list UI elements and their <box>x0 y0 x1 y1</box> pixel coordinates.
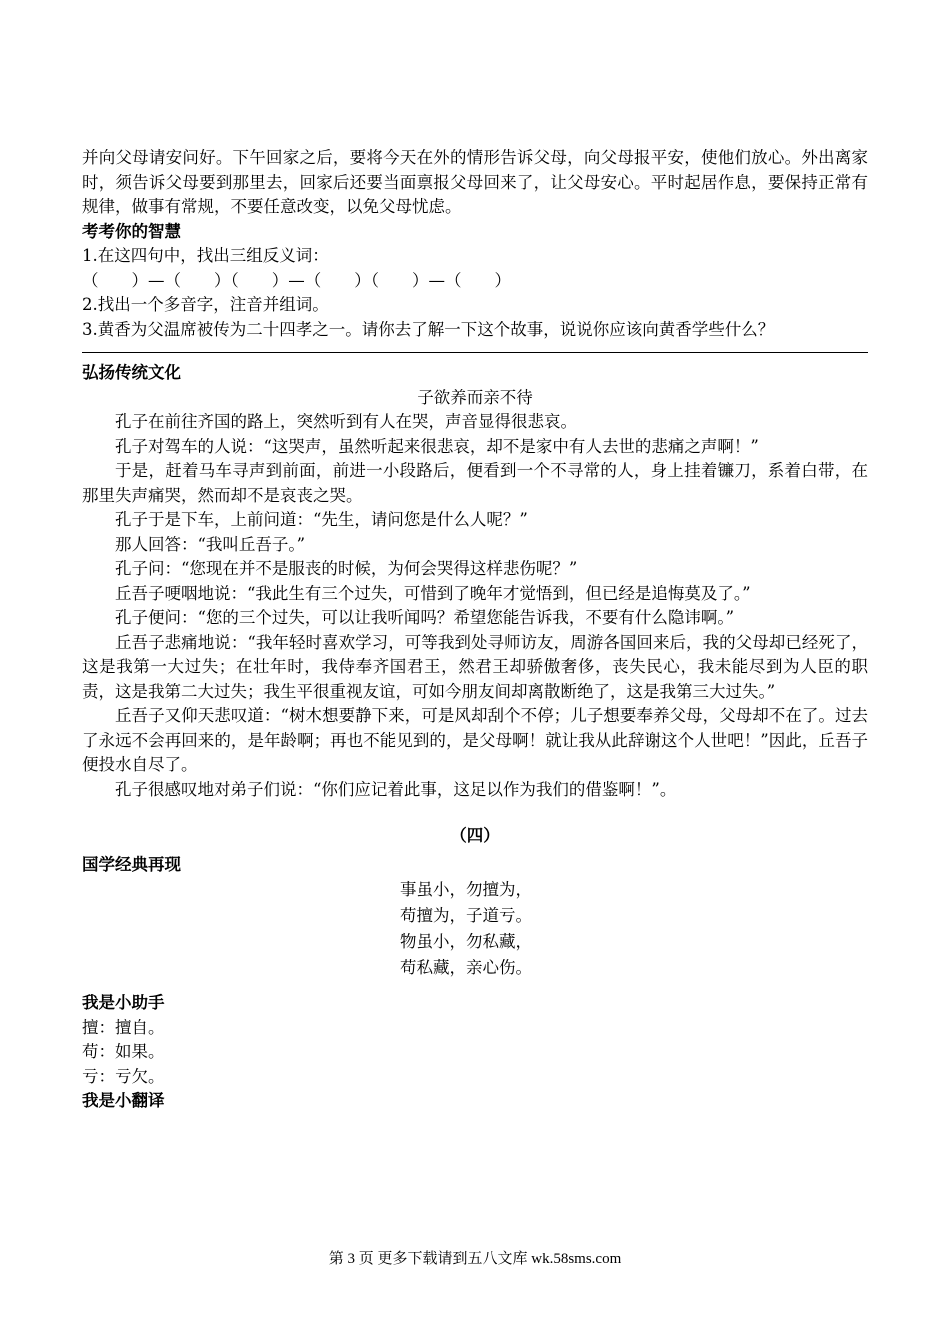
glossary-item: 亏：亏欠。 <box>82 1066 165 1086</box>
section-divider <box>82 352 868 353</box>
document-page <box>82 146 868 1114</box>
story-paragraph: 孔子在前往齐国的路上，突然听到有人在哭，声音显得很悲哀。 <box>115 412 577 431</box>
story-paragraph: 孔子很感叹地对弟子们说：“你们应记着此事，这足以作为我们的借鉴啊！”。 <box>115 779 677 799</box>
spacer <box>82 981 868 991</box>
helper-heading: 我是小助手 <box>82 993 165 1012</box>
glossary-item: 擅：擅自。 <box>82 1017 165 1037</box>
story-paragraph: 孔子对驾车的人说：“这哭声，虽然听起来很悲哀，却不是家中有人去世的悲痛之声啊！” <box>115 436 759 456</box>
translate-heading: 我是小翻译 <box>82 1091 165 1110</box>
story-paragraph: 孔子问：“您现在并不是服丧的时候，为何会哭得这样悲伤呢？” <box>115 559 578 578</box>
section-four-title: （四） <box>450 826 500 845</box>
poem-line: 苟私藏，亲心伤。 <box>400 958 532 977</box>
poem-line: 事虽小，勿擅为， <box>400 880 532 899</box>
story-paragraph: 丘吾子哽咽地说：“我此生有三个过失，可惜到了晚年才觉悟到，但已经是追悔莫及了。” <box>115 583 751 603</box>
quiz-question-3: 3.黄香为父温席被传为二十四孝之一。请你去了解一下这个故事，说说你应该向黄香学些什么？ <box>82 319 775 339</box>
classic-poem <box>82 877 868 981</box>
quiz-question-1: 1.在这四句中，找出三组反义词： <box>82 246 329 265</box>
story-paragraph: 于是，赶着马车寻声到前面，前进一小段路后，便看到一个不寻常的人，身上挂着镰刀，系着白带，在那里失声痛哭，然而却不是哀丧之哭。 <box>82 461 868 505</box>
story-paragraph: 孔子于是下车，上前问道：“先生，请问您是什么人呢？” <box>115 510 528 529</box>
story-paragraph: 丘吾子悲痛地说：“我年轻时喜欢学习，可等我到处寻师访友，周游各国回来后，我的父母却已经死了，这是我第一大过失；在壮年时，我侍奉齐国君王，然君王却骄傲奢侈，丧失民心，我未能尽到为人臣的职责，这是我第二大过失；我生平很重视友谊，可如今朋友间却离散断绝了，这是我第三大过失。” <box>82 632 868 701</box>
classic-heading: 国学经典再现 <box>82 854 181 874</box>
story-paragraph: 那人回答：“我叫丘吾子。” <box>115 534 306 554</box>
story-paragraph: 孔子便问：“您的三个过失，可以让我听闻吗？希望您能告诉我，不要有什么隐讳啊。” <box>115 608 735 627</box>
story-paragraph: 丘吾子又仰天悲叹道：“树木想要静下来，可是风却刮个不停；儿子想要奉养父母，父母却不在了。过去了永远不会再回来的，是年龄啊；再也不能见到的，是父母啊！就让我从此辞谢这个人世吧！”因此，丘吾子便投水自尽了。 <box>82 706 868 774</box>
poem-line: 物虽小，勿私藏， <box>400 932 532 951</box>
quiz-question-1-blanks: （ ）—（ ）（ ）—（ ）（ ）—（ ） <box>82 270 511 290</box>
story-title: 子欲养而亲不待 <box>417 387 533 407</box>
poem-line: 苟擅为，子道亏。 <box>400 906 532 925</box>
quiz-heading: 考考你的智慧 <box>82 221 181 241</box>
culture-heading: 弘扬传统文化 <box>82 363 181 382</box>
quiz-question-2: 2.找出一个多音字，注音并组词。 <box>82 295 329 314</box>
glossary-item: 苟：如果。 <box>82 1042 165 1061</box>
intro-paragraph: 并向父母请安问好。下午回家之后，要将今天在外的情形告诉父母，向父母报平安，使他们放心。外出离家时，须告诉父母要到那里去，回家后还要当面禀报父母回来了，让父母安心。平时起居作息，要保持正常有规律，做事有常规，不要任意改变，以免父母忧虑。 <box>82 148 868 216</box>
page-footer: 第 3 页 更多下载请到五八文库 wk.58sms.com <box>328 1251 622 1267</box>
